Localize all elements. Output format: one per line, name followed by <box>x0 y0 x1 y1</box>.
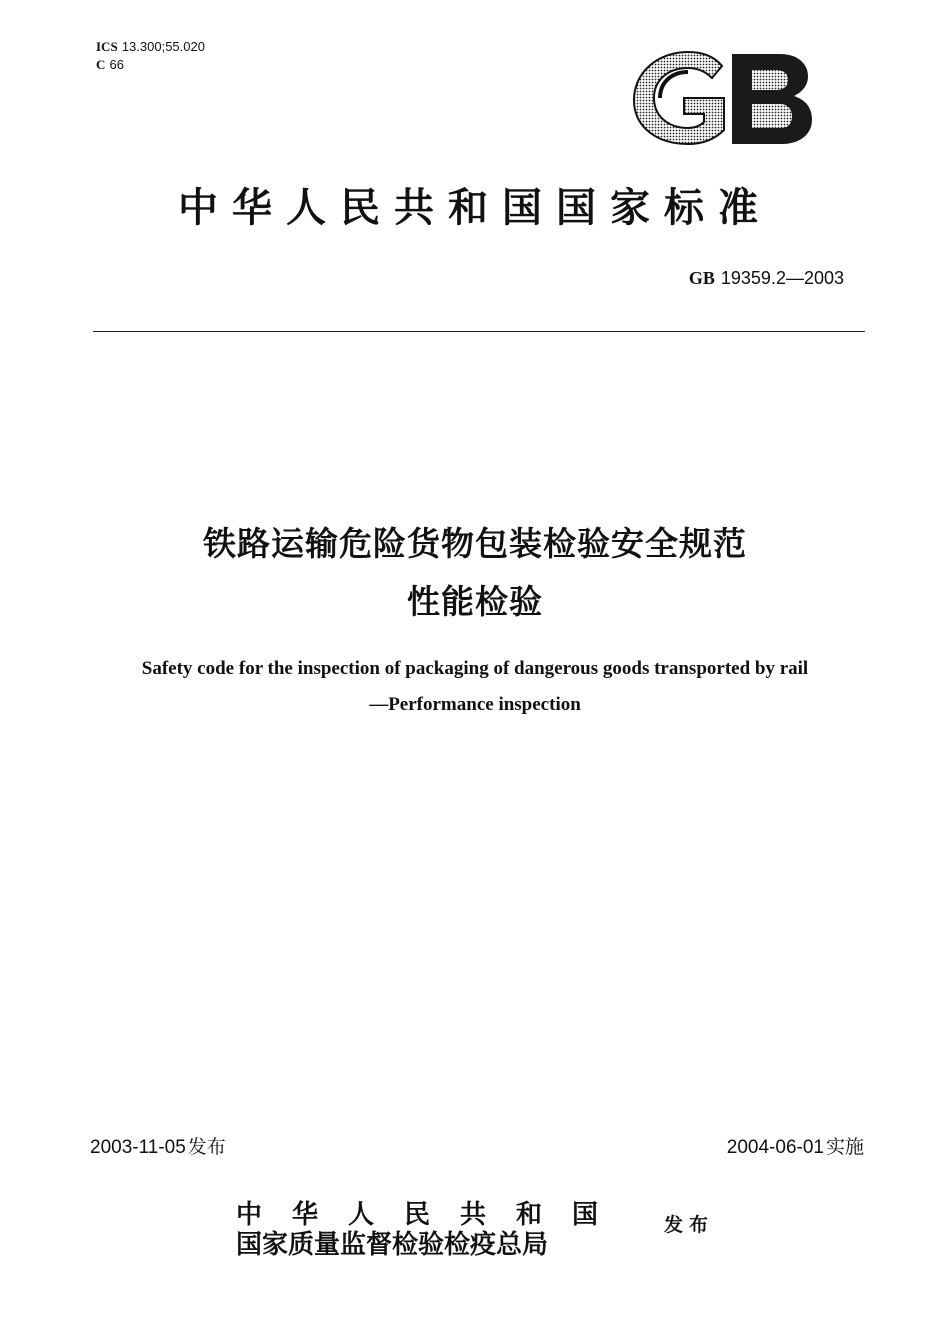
implementation-date-value: 2004-06-01 <box>726 1137 824 1158</box>
standard-number <box>689 268 844 289</box>
standard-prefix: GB <box>688 268 715 288</box>
standard-code: 19359.2—2003 <box>720 268 844 288</box>
ccs-value: 66 <box>109 57 124 72</box>
chinese-title-line1: 铁路运输危险货物包装检验安全规范 <box>203 524 747 563</box>
ics-label: ICS <box>96 39 118 54</box>
ics-value: 13.300;55.020 <box>121 39 205 54</box>
gb-logo-icon <box>630 48 816 148</box>
english-title-line2: —Performance inspection <box>369 694 581 715</box>
issue-date-value: 2003-11-05 <box>90 1137 186 1158</box>
chinese-title-line2: 性能检验 <box>407 582 543 621</box>
gb-logo <box>630 48 816 148</box>
english-title-line1: Safety code for the inspection of packaging of dangerous goods transported by rail <box>141 658 809 679</box>
issuer-line2: 国家质量监督检验检疫总局 <box>236 1230 549 1260</box>
national-standard-title: 中华人民共和国国家标准 <box>178 184 772 231</box>
ics-line <box>96 38 205 56</box>
header-divider <box>93 331 865 332</box>
issuer-line1: 中华人民共和国 <box>236 1200 629 1230</box>
issue-date <box>90 1132 226 1159</box>
classification-block <box>96 38 205 74</box>
implementation-date-suffix: 实施 <box>825 1136 864 1158</box>
issue-date-suffix: 发布 <box>187 1136 226 1158</box>
ccs-label: C <box>96 57 106 72</box>
implementation-date <box>727 1132 864 1159</box>
issuer-verb: 发布 <box>664 1214 715 1236</box>
ccs-line <box>96 56 205 74</box>
